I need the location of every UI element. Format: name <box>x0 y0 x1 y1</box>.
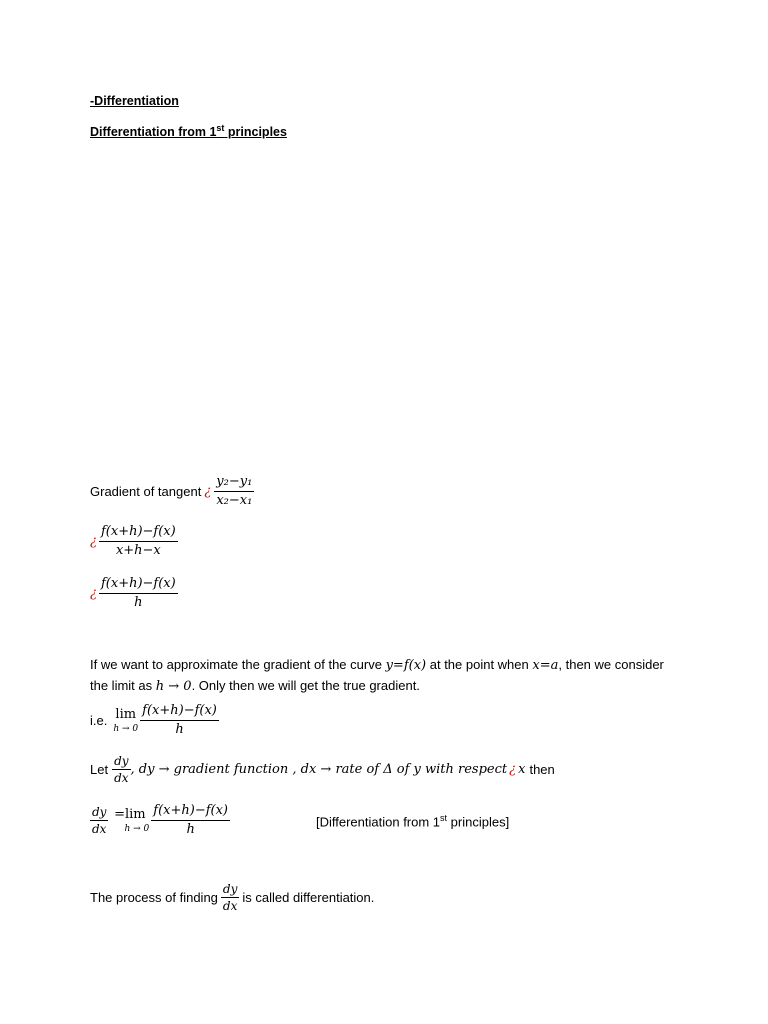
gradient-fraction-2-denominator: x+h−x <box>115 543 161 558</box>
paragraph-text: If we want to approximate the gradient of the curve <box>90 657 382 672</box>
section-heading <box>90 94 179 108</box>
limit-paragraph-line-1 <box>90 655 664 676</box>
ie-prefix: i.e. <box>90 713 108 728</box>
definition-fraction-denominator: h <box>186 822 195 837</box>
point-expression: x=a <box>532 658 559 673</box>
subsection-heading-sup: st <box>216 123 225 133</box>
let-derivative-fraction <box>112 754 130 785</box>
definition-limit-operator <box>110 807 149 835</box>
equals-glyph: ¿ <box>204 484 212 499</box>
definition-label-text: [Differentiation from 1 <box>316 814 441 830</box>
limit-paragraph-line-2 <box>90 676 664 697</box>
limit-expression: h → 0 <box>155 679 192 694</box>
let-tail: then <box>529 762 555 777</box>
subsection-heading <box>90 123 287 139</box>
process-text: is called differentiation. <box>242 890 375 905</box>
equals-glyph: ¿ <box>90 534 97 549</box>
ie-fraction <box>140 703 219 738</box>
paragraph-text: . Only then we will get the true gradient. <box>191 678 420 693</box>
ie-fraction-numerator: f(x+h)−f(x) <box>140 703 219 721</box>
process-text: The process of finding <box>90 890 218 905</box>
limit-paragraph <box>90 655 664 697</box>
subsection-heading-text: Differentiation from 1 <box>90 125 217 140</box>
lim-subscript: h → 0 <box>113 723 139 734</box>
paragraph-text: at the point when <box>429 657 529 672</box>
ie-fraction-denominator: h <box>175 722 184 737</box>
gradient-fraction-3-numerator: f(x+h)−f(x) <box>99 576 178 594</box>
gradient-fraction-3-denominator: h <box>134 595 143 610</box>
definition-label-tail: principles] <box>447 814 510 830</box>
definition-fraction <box>151 803 230 838</box>
gradient-fraction-2 <box>99 524 178 559</box>
gradient-line-3 <box>90 576 178 611</box>
equals-glyph: ¿ <box>90 586 97 601</box>
paragraph-text: , then we consider <box>558 657 664 672</box>
process-derivative-fraction <box>221 882 239 913</box>
let-derivative-numerator: dy <box>114 754 129 768</box>
ie-limit-line <box>90 703 219 738</box>
gradient-fraction-1-numerator: y₂−y₁ <box>214 474 254 492</box>
definition-line <box>90 803 230 838</box>
gradient-label: Gradient of tangent <box>90 484 202 499</box>
definition-fraction-numerator: f(x+h)−f(x) <box>151 803 230 821</box>
definition-derivative-fraction <box>90 805 108 836</box>
let-prefix: Let <box>90 762 109 777</box>
equals-glyph: ¿ <box>509 762 517 777</box>
definition-lim-subscript: h → 0 <box>124 823 150 834</box>
gradient-fraction-1 <box>214 474 254 509</box>
gradient-fraction-2-numerator: f(x+h)−f(x) <box>99 524 178 542</box>
lim-text: lim <box>115 706 137 722</box>
limit-operator <box>113 707 138 735</box>
definition-derivative-denominator: dx <box>92 822 107 836</box>
definition-lim-text: =lim <box>114 806 146 822</box>
section-heading-text: -Differentiation <box>90 94 179 108</box>
let-line <box>90 754 555 785</box>
process-derivative-numerator: dy <box>222 882 238 896</box>
process-derivative-denominator: dx <box>222 899 238 913</box>
process-line <box>90 882 374 913</box>
definition-derivative-numerator: dy <box>92 805 107 819</box>
gradient-line-2 <box>90 524 178 559</box>
subsection-heading-tail: principles <box>224 125 287 140</box>
let-variable: x <box>518 762 526 777</box>
gradient-fraction-3 <box>99 576 178 611</box>
let-derivative-denominator: dx <box>114 771 129 785</box>
curve-expression: y=f(x) <box>385 658 427 673</box>
let-description: , dy → gradient function , dx → rate of Δ of y with respect <box>130 762 508 777</box>
paragraph-text: the limit as <box>90 678 153 693</box>
gradient-line-1 <box>90 474 254 509</box>
gradient-fraction-1-denominator: x₂−x₁ <box>216 493 253 508</box>
definition-label-sup: st <box>440 813 448 823</box>
definition-label <box>316 813 509 829</box>
